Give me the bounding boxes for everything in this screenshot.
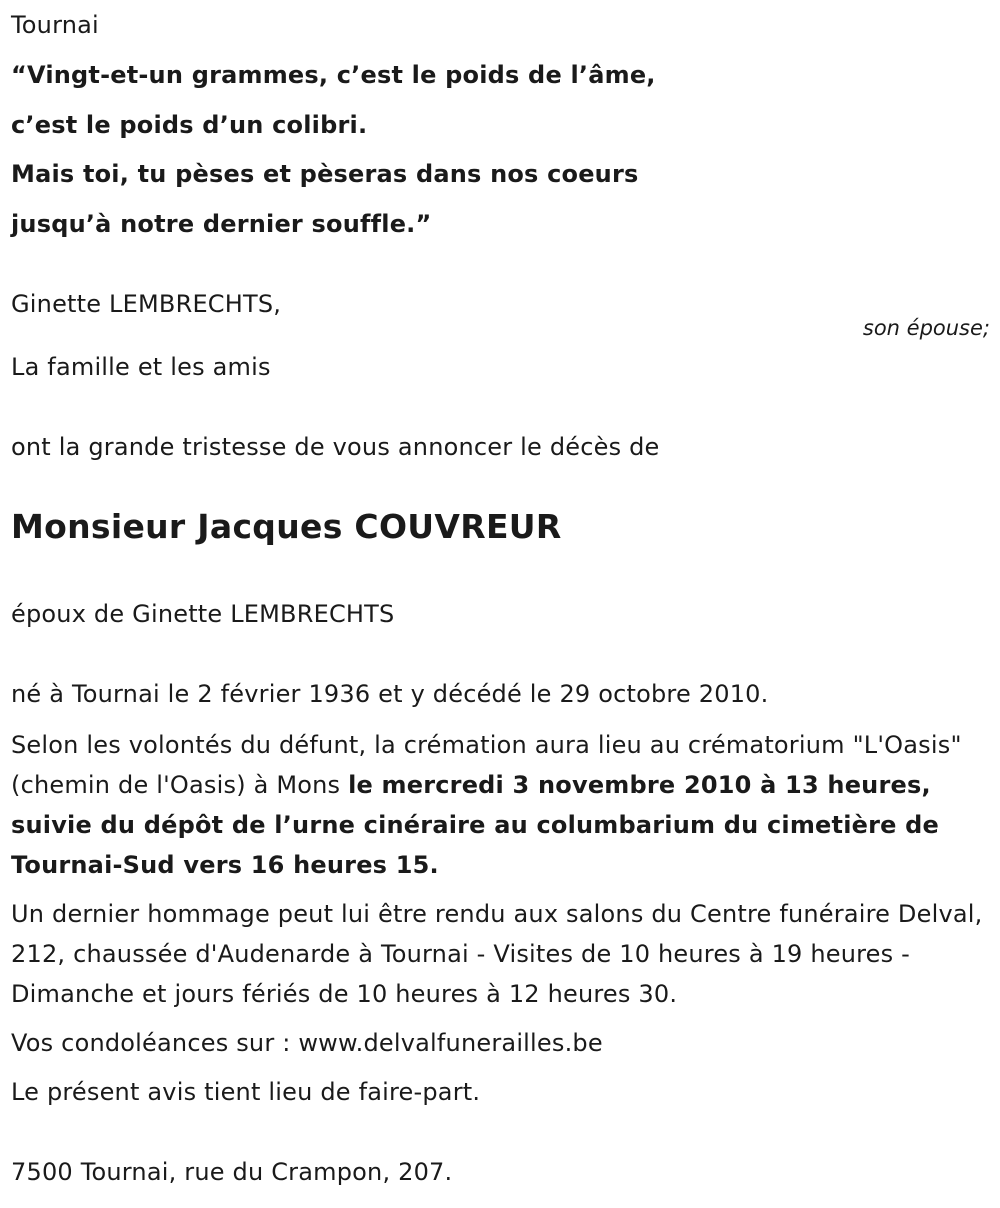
condolences-link[interactable]: Vos condoléances sur : www.delvalfunerailles.be: [11, 1029, 603, 1057]
ceremony-paragraph: [11, 725, 1000, 885]
quote-line-4: jusqu’à notre dernier souffle.”: [11, 210, 432, 238]
family-and-friends: La famille et les amis: [11, 353, 271, 381]
spouse-name: Ginette LEMBRECHTS,: [11, 290, 282, 318]
quote-line-2: c’est le poids d’un colibri.: [11, 111, 368, 139]
visits-paragraph: Un dernier hommage peut lui être rendu aux salons du Centre funéraire Delval, 212, chaussée d'Audenarde à Tournai - Visites de 10 heures à 19 heures - Dimanche et jours fériés de 10 heures à 12 heures 30.: [11, 900, 983, 1008]
spouse-role: son épouse;: [862, 316, 990, 340]
birth-death-dates: né à Tournai le 2 février 1936 et y décédé le 29 octobre 2010.: [11, 680, 769, 708]
quote-line-1: “Vingt-et-un grammes, c’est le poids de l’âme,: [11, 61, 656, 89]
deceased-name: Monsieur Jacques COUVREUR: [11, 507, 562, 546]
ceremony-intro: Selon les volontés du défunt, la crémation aura lieu au crématorium "L'Oasis" (chemin de l'Oasis) à Mons: [11, 731, 962, 799]
quote-line-3: Mais toi, tu pèses et pèseras dans nos coeurs: [11, 160, 639, 188]
notice-text: Le présent avis tient lieu de faire-part.: [11, 1078, 481, 1106]
announcement-text: ont la grande tristesse de vous annoncer le décès de: [11, 433, 660, 461]
ceremony-details: le mercredi 3 novembre 2010 à 13 heures, suivie du dépôt de l’urne cinéraire au columbarium du cimetière de Tournai-Sud vers 16 heures 15.: [11, 771, 940, 879]
address: 7500 Tournai, rue du Crampon, 207.: [11, 1158, 453, 1186]
place-heading: Tournai: [11, 11, 99, 39]
spouse-of: époux de Ginette LEMBRECHTS: [11, 600, 395, 628]
